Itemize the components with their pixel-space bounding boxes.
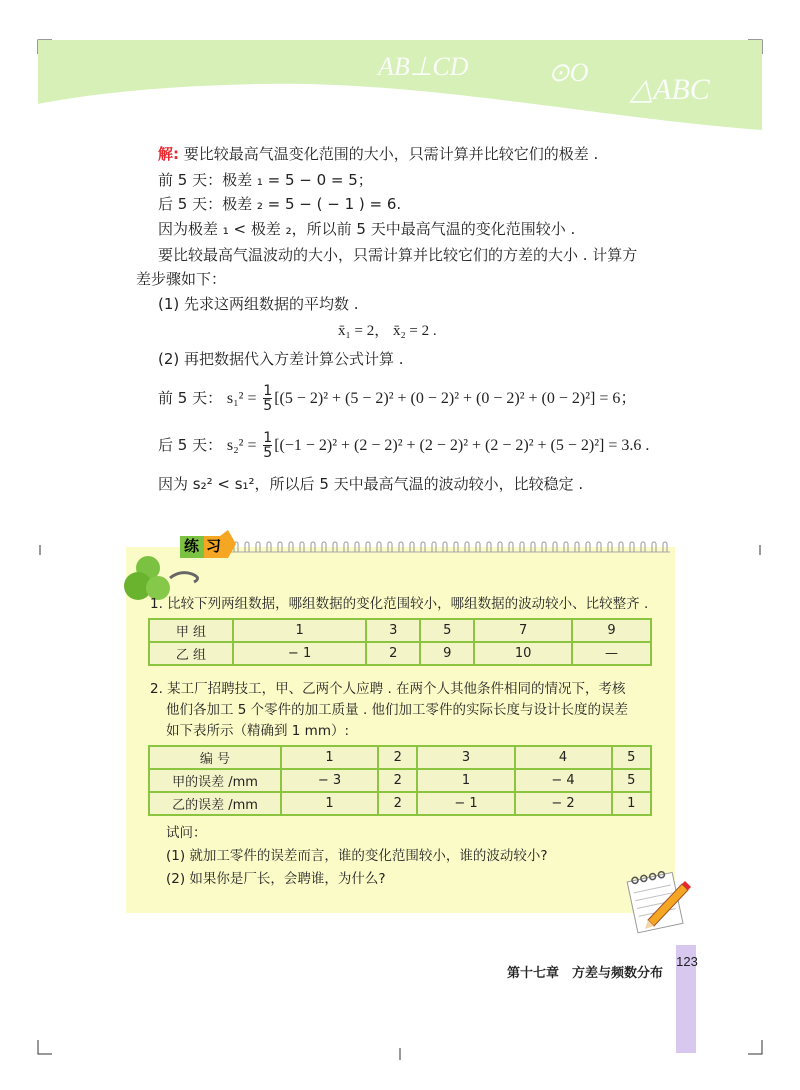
conclusion: 因为 s₂² < s₁²，所以后 5 天中最高气温的波动较小，比较稳定 . [158, 475, 584, 493]
exercise-badge [176, 530, 234, 558]
fraction-numerator: 1 [263, 383, 273, 399]
variance-2-body: [(−1 − 2)² + (2 − 2)² + (2 − 2)² + (2 − 2)² + (5 − 2)²] = 3.6 . [274, 437, 650, 454]
spiral-loop [278, 542, 282, 552]
spiral-loop [597, 542, 601, 552]
table-cell: − 4 [515, 769, 612, 792]
question-2-line-2: 他们各加工 5 个零件的加工质量 . 他们加工零件的实际长度与设计长度的误差 [166, 702, 629, 718]
fraction-one-fifth [263, 384, 272, 413]
spiral-loop [498, 542, 502, 552]
spiral-loop [399, 542, 403, 552]
solution-line-1: 前 5 天：极差 ₁ = 5 − 0 = 5； [158, 171, 373, 189]
spiral-loop [289, 542, 293, 552]
spiral-loop [641, 542, 645, 552]
fraction-denominator: 5 [263, 445, 273, 461]
spiral-loop [564, 542, 568, 552]
table-cell: 编 号 [149, 746, 281, 769]
header-deco-triangle: △ABC [630, 73, 710, 106]
spiral-loop [344, 542, 348, 552]
spiral-loop [553, 542, 557, 552]
spiral-loop [322, 542, 326, 552]
variance-1-lhs: s₁² = [226, 390, 257, 407]
spiral-loop [487, 542, 491, 552]
spiral-loop [542, 542, 546, 552]
solution-step-2: (2) 再把数据代入方差计算公式计算 . [158, 350, 404, 368]
mean-equation: x̄₁ = 2， x̄₂ = 2 . [338, 323, 437, 339]
variance-formula-1 [158, 378, 636, 419]
spiral-loop [476, 542, 480, 552]
solution-line-4a: 要比较最高气温波动的大小，只需计算并比较它们的方差的大小 . 计算方 [158, 246, 638, 264]
spiral-loop [410, 542, 414, 552]
solution-intro-text: 要比较最高气温变化范围的大小，只需计算并比较它们的极差 . [183, 145, 599, 163]
table-cell: − 2 [515, 792, 612, 815]
table-cell: 9 [572, 619, 651, 642]
table-cell: 5 [420, 619, 474, 642]
spiral-loop [531, 542, 535, 552]
variance-2-prefix: 后 5 天： [158, 436, 223, 454]
chapter-title: 第十七章 方差与频数分布 [507, 966, 664, 981]
table-cell: 2 [378, 769, 417, 792]
ask-item-1: (1) 就加工零件的误差而言，谁的变化范围较小，谁的波动较小? [166, 848, 548, 864]
table-cell: 乙的误差 /mm [149, 792, 281, 815]
spiral-loop [652, 542, 656, 552]
table-cell: 1 [281, 792, 378, 815]
table-cell: 2 [366, 642, 420, 665]
table-cell: 10 [474, 642, 572, 665]
spiral-loop [575, 542, 579, 552]
variance-1-prefix: 前 5 天： [158, 389, 223, 407]
fraction-numerator: 1 [263, 430, 273, 446]
badge-char-2: 习 [206, 537, 222, 555]
table-cell: 7 [474, 619, 572, 642]
variance-formula-2 [158, 425, 649, 466]
table-cell: − 3 [281, 769, 378, 792]
table-row [149, 792, 651, 815]
ask-item-2: (2) 如果你是厂长，会聘谁，为什么? [166, 871, 386, 887]
notepad-pencil-icon [618, 862, 698, 942]
table-cell: 1 [281, 746, 378, 769]
header-deco-circle: ⊙O [548, 58, 589, 87]
table-cell: 甲的误差 /mm [149, 769, 281, 792]
spiral-loop [520, 542, 524, 552]
spiral-loop [333, 542, 337, 552]
spiral-loop [432, 542, 436, 552]
question-1: 1. 比较下列两组数据，哪组数据的变化范围较小，哪组数据的波动较小、比较整齐 . [150, 596, 649, 612]
table-row [149, 746, 651, 769]
spiral-loop [267, 542, 271, 552]
spiral-loop [454, 542, 458, 552]
table-cell: — [572, 642, 651, 665]
header-deco-perpendicular: AB⊥CD [378, 52, 469, 81]
table-cell: 3 [417, 746, 514, 769]
spiral-loop [630, 542, 634, 552]
solution-intro [158, 143, 598, 165]
table-cell: − 1 [233, 642, 366, 665]
table-cell: 5 [612, 769, 651, 792]
table-cell: 4 [515, 746, 612, 769]
spiral-loop [311, 542, 315, 552]
badge-char-1: 练 [184, 537, 200, 555]
spiral-loop [256, 542, 260, 552]
spiral-loop [619, 542, 623, 552]
table-cell: 甲 组 [149, 619, 233, 642]
spiral-loop [355, 542, 359, 552]
spiral-loop [465, 542, 469, 552]
solution-line-3: 因为极差 ₁ < 极差 ₂，所以前 5 天中最高气温的变化范围较小 . [158, 220, 576, 238]
spiral-loop [509, 542, 513, 552]
fraction-denominator: 5 [263, 398, 273, 414]
spiral-loop [388, 542, 392, 552]
table-cell: 2 [378, 746, 417, 769]
spiral-loop [366, 542, 370, 552]
solution-step-1: (1) 先求这两组数据的平均数 . [158, 295, 359, 313]
solution-line-4b: 差步骤如下： [136, 270, 227, 288]
fraction-one-fifth [263, 431, 272, 460]
table-cell: 5 [612, 746, 651, 769]
spiral-binding [230, 540, 670, 560]
table-cell: 3 [366, 619, 420, 642]
table-cell: 9 [420, 642, 474, 665]
table-cell: − 1 [417, 792, 514, 815]
page-number: 123 [676, 954, 698, 969]
spiral-loop [421, 542, 425, 552]
table-cell: 2 [378, 792, 417, 815]
question-2-line-3: 如下表所示（精确到 1 mm）: [166, 723, 350, 739]
spiral-loop [663, 542, 667, 552]
data-table-1 [148, 618, 652, 666]
table-row [149, 769, 651, 792]
data-table-2 [148, 745, 652, 816]
solution-line-2: 后 5 天：极差 ₂ = 5 − ( − 1 ) = 6. [158, 195, 402, 213]
solution-label: 解: [158, 145, 179, 163]
table-row [149, 619, 651, 642]
table-row [149, 642, 651, 665]
table-cell: 乙 组 [149, 642, 233, 665]
spiral-loop [377, 542, 381, 552]
table-cell: 1 [233, 619, 366, 642]
spiral-loop [300, 542, 304, 552]
variance-2-lhs: s₂² = [226, 437, 257, 454]
spiral-loop [443, 542, 447, 552]
spiral-loop [608, 542, 612, 552]
question-2-line-1: 2. 某工厂招聘技工，甲、乙两个人应聘 . 在两个人其他条件相同的情况下，考核 [150, 681, 626, 697]
ask-label: 试问： [166, 825, 207, 841]
table-cell: 1 [417, 769, 514, 792]
table-cell: 1 [612, 792, 651, 815]
variance-1-body: [(5 − 2)² + (5 − 2)² + (0 − 2)² + (0 − 2)² + (0 − 2)²] = 6； [274, 390, 637, 407]
spiral-loop [586, 542, 590, 552]
